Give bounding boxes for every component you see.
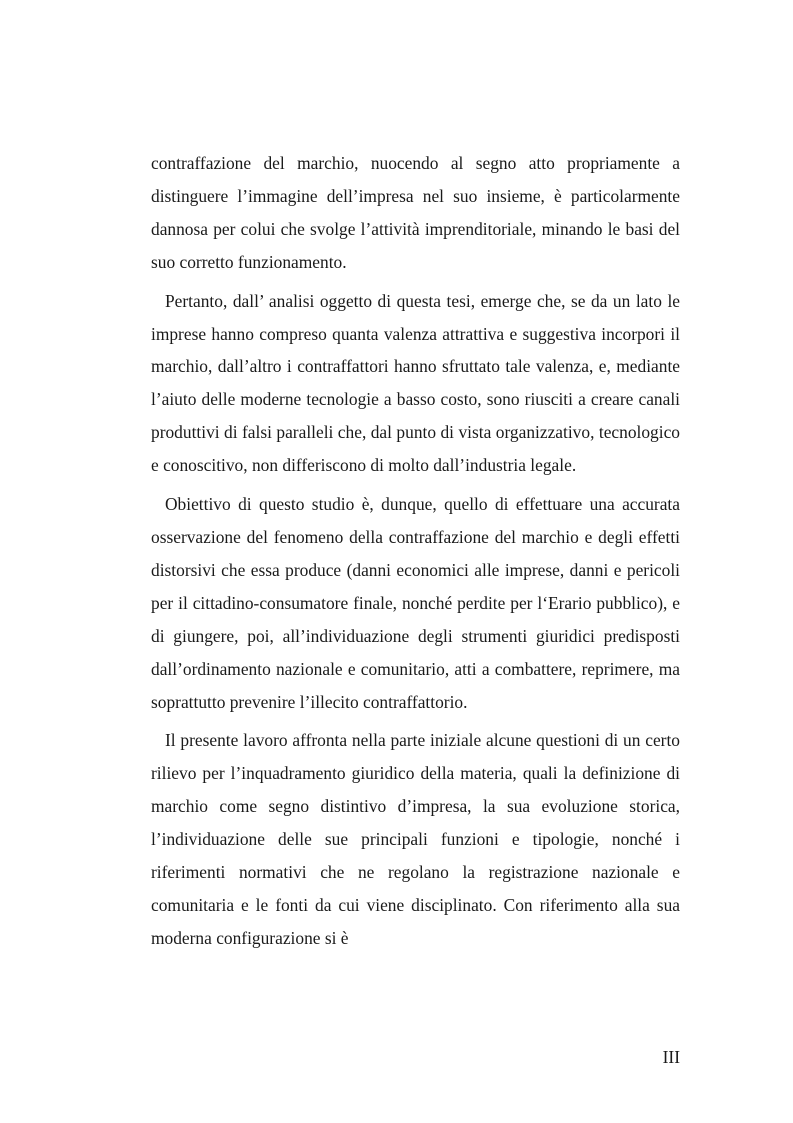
paragraph-3: Obiettivo di questo studio è, dunque, quello di effettuare una accurata osservazione del fenomeno della contraffazione del marchio e degli effetti distorsivi che essa produce (danni economici alle imprese, danni e pericoli per il cittadino-consumatore finale, nonché perdite per l‘Erario pubblico), e di giungere, poi, all’individuazione degli strumenti giuridici predisposti dall’ordinamento nazionale e comunitario, atti a combattere, reprimere, ma soprattutto prevenire l’illecito contraffattorio. [151, 494, 680, 712]
paragraph-4: Il presente lavoro affronta nella parte iniziale alcune questioni di un certo rilievo per l’inquadramento giuridico della materia, quali la definizione di marchio come segno distintivo d’impresa, la sua evoluzione storica, l’individuazione delle sue principali funzioni e tipologie, nonché i riferimenti normativi che ne regolano la registrazione nazionale e comunitaria e le fonti da cui viene disciplinato. Con riferimento alla sua moderna configurazione si è [151, 730, 680, 948]
page-number: III [662, 1047, 680, 1067]
paragraph-1: contraffazione del marchio, nuocendo al segno atto propriamente a distinguere l’immagine dell’impresa nel suo insieme, è particolarmente dannosa per colui che svolge l’attività imprenditoriale, minando le basi del suo corretto funzionamento. [151, 153, 680, 272]
paragraph-2: Pertanto, dall’ analisi oggetto di questa tesi, emerge che, se da un lato le imprese hanno compreso quanta valenza attrattiva e suggestiva incorpori il marchio, dall’altro i contraffattori hanno sfruttato tale valenza, e, mediante l’aiuto delle moderne tecnologie a basso costo, sono riusciti a creare canali produttivi di falsi paralleli che, dal punto di vista organizzativo, tecnologico e conoscitivo, non differiscono di molto dall’industria legale. [151, 290, 680, 476]
page-body [151, 147, 680, 961]
